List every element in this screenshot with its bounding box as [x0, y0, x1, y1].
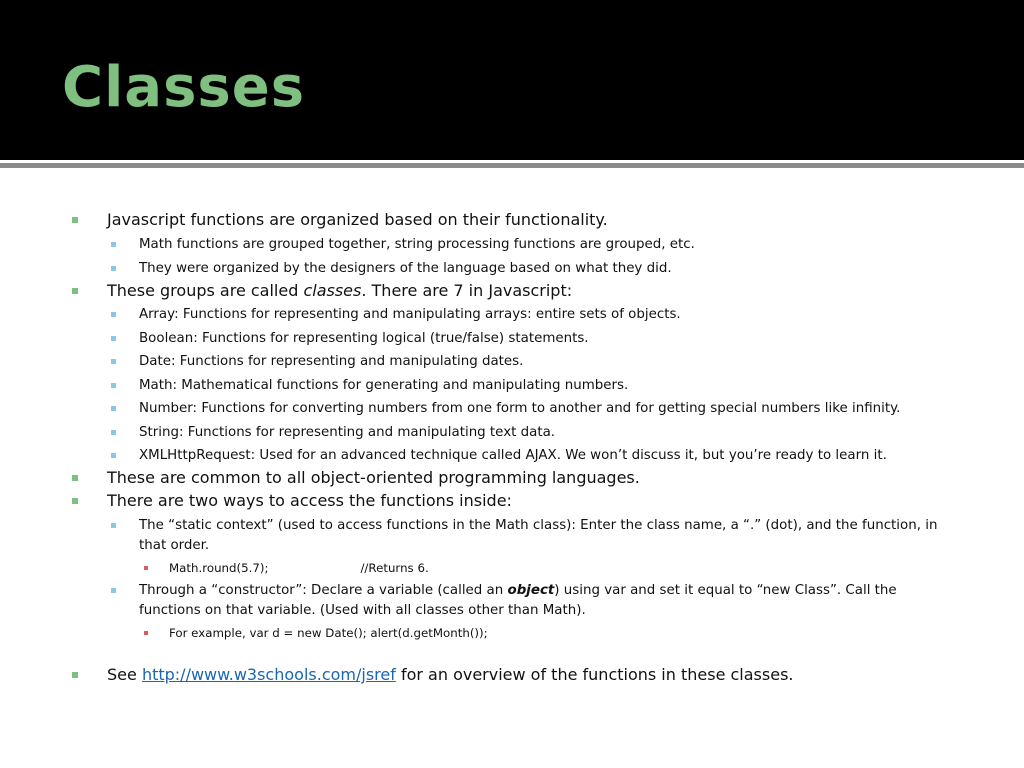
- square-bullet-icon: [111, 523, 116, 528]
- constructor-tail: ) using var and set it equal to “new Class”. Call the: [554, 583, 897, 598]
- square-bullet-icon: [72, 672, 78, 678]
- class-item-date: Date: Functions for representing and manipulating dates.: [139, 354, 524, 369]
- bullet-organized: Javascript functions are organized based on their functionality.: [107, 210, 608, 229]
- bullet-designers: They were organized by the designers of the language based on what they did.: [139, 261, 672, 276]
- constructor-line1: [139, 583, 897, 598]
- square-bullet-icon: [111, 336, 116, 341]
- example-comment: //Returns 6.: [360, 561, 429, 575]
- example-code: Math.round(5.7);: [169, 561, 269, 575]
- square-bullet-icon: [72, 217, 78, 223]
- square-bullet-icon: [111, 383, 116, 388]
- bullet-common: These are common to all object-oriented programming languages.: [107, 468, 640, 487]
- square-bullet-icon: [111, 453, 116, 458]
- class-item-array: Array: Functions for representing and manipulating arrays: entire sets of objects.: [139, 307, 681, 322]
- constructor-lead: Through a “constructor”: Declare a variable (called an: [139, 583, 508, 598]
- bullet-classes-lead: These groups are called: [107, 281, 304, 300]
- slide-title: Classes: [62, 55, 306, 120]
- square-bullet-icon: [111, 359, 116, 364]
- class-item-string: String: Functions for representing and manipulating text data.: [139, 425, 556, 440]
- bullet-see-reference: [107, 665, 793, 684]
- class-item-xmlhttprequest: XMLHttpRequest: Used for an advanced technique called AJAX. We won’t discuss it, but you’re ready to learn it.: [139, 448, 887, 463]
- square-bullet-icon: [144, 631, 148, 635]
- see-lead: See: [107, 665, 142, 684]
- bullet-classes-tail: . There are 7 in Javascript:: [361, 281, 573, 300]
- square-bullet-icon: [111, 406, 116, 411]
- bullet-classes: [107, 281, 572, 300]
- static-context-example: [169, 561, 429, 575]
- square-bullet-icon: [111, 430, 116, 435]
- square-bullet-icon: [72, 475, 78, 481]
- class-item-math: Math: Mathematical functions for generating and manipulating numbers.: [139, 378, 629, 393]
- bullet-classes-em: classes: [303, 281, 362, 300]
- square-bullet-icon: [111, 242, 116, 247]
- static-context-line1: The “static context” (used to access functions in the Math class): Enter the class name, a “.” (dot), and the function, in: [139, 518, 938, 533]
- bullet-grouped: Math functions are grouped together, string processing functions are grouped, etc.: [139, 237, 695, 252]
- square-bullet-icon: [72, 288, 78, 294]
- square-bullet-icon: [111, 312, 116, 317]
- constructor-example: For example, var d = new Date(); alert(d.getMonth());: [169, 626, 488, 640]
- constructor-line2: functions on that variable. (Used with all classes other than Math).: [139, 603, 586, 618]
- static-context-line2: that order.: [139, 538, 210, 553]
- class-item-boolean: Boolean: Functions for representing logical (true/false) statements.: [139, 331, 589, 346]
- square-bullet-icon: [111, 588, 116, 593]
- see-tail: for an overview of the functions in these classes.: [395, 665, 794, 684]
- square-bullet-icon: [144, 566, 148, 570]
- constructor-em: object: [507, 583, 555, 598]
- square-bullet-icon: [111, 266, 116, 271]
- bullet-two-ways: There are two ways to access the functions inside:: [107, 491, 512, 510]
- class-item-number: Number: Functions for converting numbers from one form to another and for getting special numbers like infinity.: [139, 401, 901, 416]
- square-bullet-icon: [72, 498, 78, 504]
- w3schools-link[interactable]: http://www.w3schools.com/jsref: [141, 665, 396, 684]
